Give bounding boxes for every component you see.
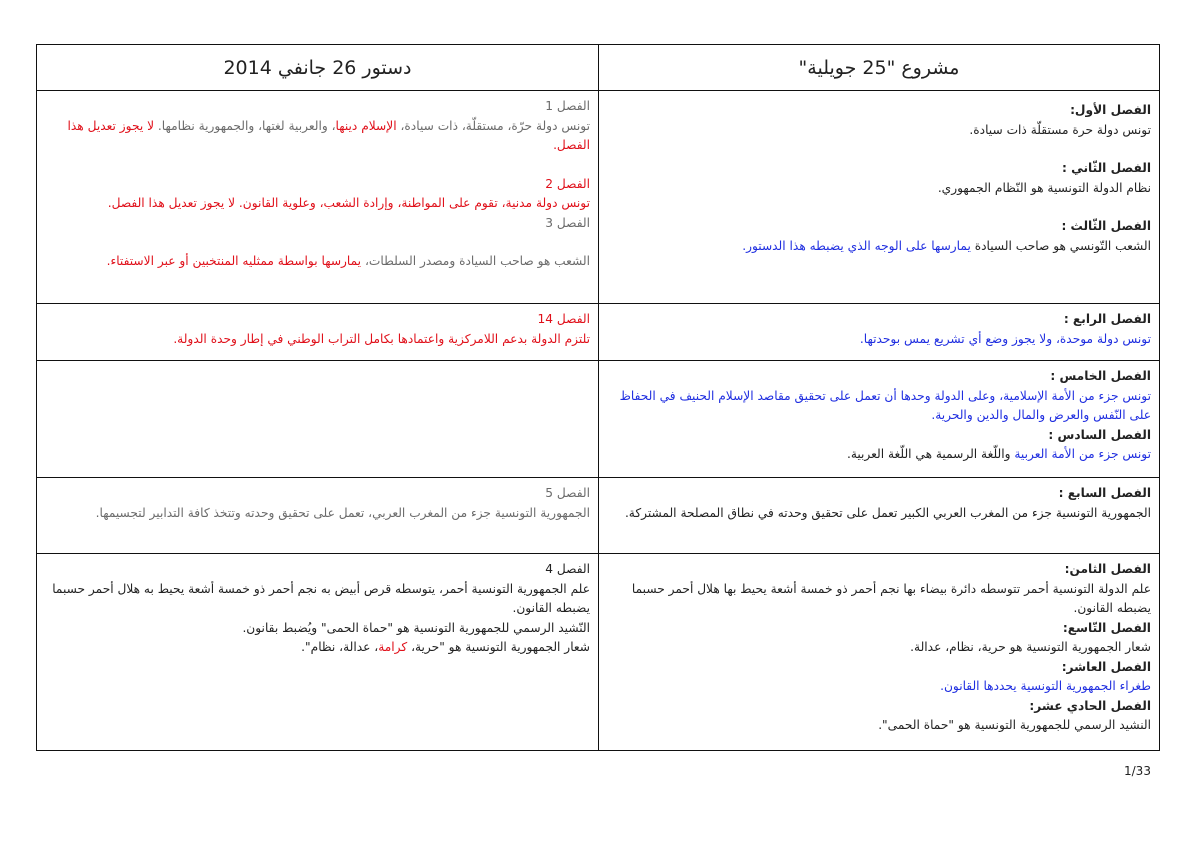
article-heading: الفصل العاشر: [1061, 659, 1151, 674]
article-label: الفصل 3 [545, 215, 590, 230]
article-text: ، عدالة، نظام". [301, 640, 379, 654]
article-text-highlight: يمارسها بواسطة ممثليه المنتخبين أو عبر الاستفتاء. [106, 254, 362, 268]
article-text: النشيد الرسمي للجمهورية التونسية هو "حماة الحمى". [878, 718, 1151, 732]
article-text: نظام الدولة التونسية هو النّظام الجمهوري. [937, 180, 1151, 195]
header-2014-title: دستور 26 جانفي 2014 [37, 45, 599, 91]
article-text-highlight: تونس دولة موحدة، ولا يجوز وضع أي تشريع يمس بوحدتها. [859, 331, 1151, 346]
table-header-row [37, 45, 1160, 91]
article-label: الفصل 14 [537, 312, 590, 326]
article-heading: الفصل الأول: [1070, 103, 1151, 117]
article-text-highlight: تونس دولة مدنية، تقوم على المواطنة، وإرادة الشعب، وعلوية القانون. لا يجوز تعديل هذا الفصل. [107, 196, 590, 210]
article-text-highlight: لا يجوز تعديل هذا الفصل. [67, 118, 590, 152]
article-label: الفصل 4 [545, 562, 590, 576]
table-row [37, 554, 1160, 751]
article-label: الفصل 5 [545, 486, 590, 500]
article-text: تونس دولة حرة مستقلّة ذات سيادة. [969, 122, 1151, 137]
article-heading: الفصل الرابع : [1063, 312, 1151, 326]
article-text: شعار الجمهورية التونسية هو "حرية، [407, 640, 590, 654]
constitution-2014-cell-empty [37, 361, 599, 478]
article-heading: الفصل الثّاني : [1062, 161, 1151, 175]
constitution-2014-cell [37, 554, 599, 751]
article-heading: الفصل التّاسع: [1062, 620, 1151, 635]
constitution-2014-cell [37, 478, 599, 554]
header-draft-title: مشروع "25 جويلية" [599, 45, 1160, 91]
table-row [37, 478, 1160, 554]
article-label: الفصل 2 [545, 176, 590, 191]
article-label: الفصل 1 [545, 99, 590, 113]
article-text-highlight: تونس جزء من الأمة الإسلامية، وعلى الدولة وحدها أن تعمل على تحقيق مقاصد الإسلام الحنيف في الحفاظ على النّفس والعرض والمال والدين والحرية. [619, 388, 1151, 422]
article-text: الجمهورية التونسية جزء من المغرب العربي، تعمل على تحقيق وحدته وتتخذ كافة التدابير لتجسيمها. [95, 505, 590, 520]
comparison-table [36, 44, 1160, 751]
article-text: ، والعربية لغتها، والجمهورية نظامها. [154, 118, 336, 133]
article-heading: الفصل الثامن: [1064, 562, 1151, 576]
article-text-highlight: الإسلام دينها [335, 118, 397, 133]
article-text: شعار الجمهورية التونسية هو حرية، نظام، عدالة. [910, 640, 1151, 654]
article-heading: الفصل السادس : [1048, 427, 1151, 442]
article-heading: الفصل السابع : [1058, 486, 1151, 500]
draft-cell [599, 91, 1160, 304]
draft-cell [599, 478, 1160, 554]
table-row [37, 361, 1160, 478]
article-text: تونس دولة حرّة، مستقلّة، ذات سيادة، [396, 118, 590, 133]
table-row [37, 91, 1160, 304]
article-text-highlight: كرامة [378, 640, 408, 654]
article-text: النّشيد الرسمي للجمهورية التونسية هو "حماة الحمى" ويُضبط بقانون. [242, 620, 590, 635]
article-text: علم الدولة التونسية أحمر تتوسطه دائرة بيضاء بها نجم أحمر ذو خمسة أشعة يحيط بها هلال أحمر حسبما يضبطه القانون. [631, 581, 1151, 615]
page-number: 1/33 [1124, 764, 1151, 778]
article-text-highlight: طغراء الجمهورية التونسية يحددها القانون. [940, 679, 1151, 693]
constitution-2014-cell [37, 91, 599, 304]
article-heading: الفصل الحادي عشر: [1029, 698, 1151, 713]
article-heading: الفصل الخامس : [1050, 369, 1151, 383]
article-text: الجمهورية التونسية جزء من المغرب العربي الكبير تعمل على تحقيق وحدته في نطاق المصلحة المشتركة. [624, 505, 1151, 520]
article-text: الشعب هو صاحب السيادة ومصدر السلطات، [361, 254, 590, 268]
article-text-highlight: تونس جزء من الأمة العربية [1014, 447, 1151, 461]
constitution-2014-cell [37, 304, 599, 361]
article-text: واللّغة الرسمية هي اللّغة العربية. [846, 447, 1015, 461]
table-row [37, 304, 1160, 361]
draft-cell [599, 361, 1160, 478]
article-text-highlight: يمارسها على الوجه الذي يضبطه هذا الدستور. [742, 238, 971, 253]
article-text: علم الجمهورية التونسية أحمر، يتوسطه قرص أبيض به نجم أحمر ذو خمسة أشعة يحيط به هلال أحمر حسبما يضبطه القانون. [52, 581, 590, 615]
draft-cell [599, 554, 1160, 751]
draft-cell [599, 304, 1160, 361]
article-heading: الفصل الثّالث : [1061, 219, 1151, 233]
article-text-highlight: تلتزم الدولة بدعم اللامركزية واعتمادها بكامل التراب الوطني في إطار وحدة الدولة. [173, 331, 590, 346]
article-text: الشعب التّونسي هو صاحب السيادة [970, 238, 1151, 253]
